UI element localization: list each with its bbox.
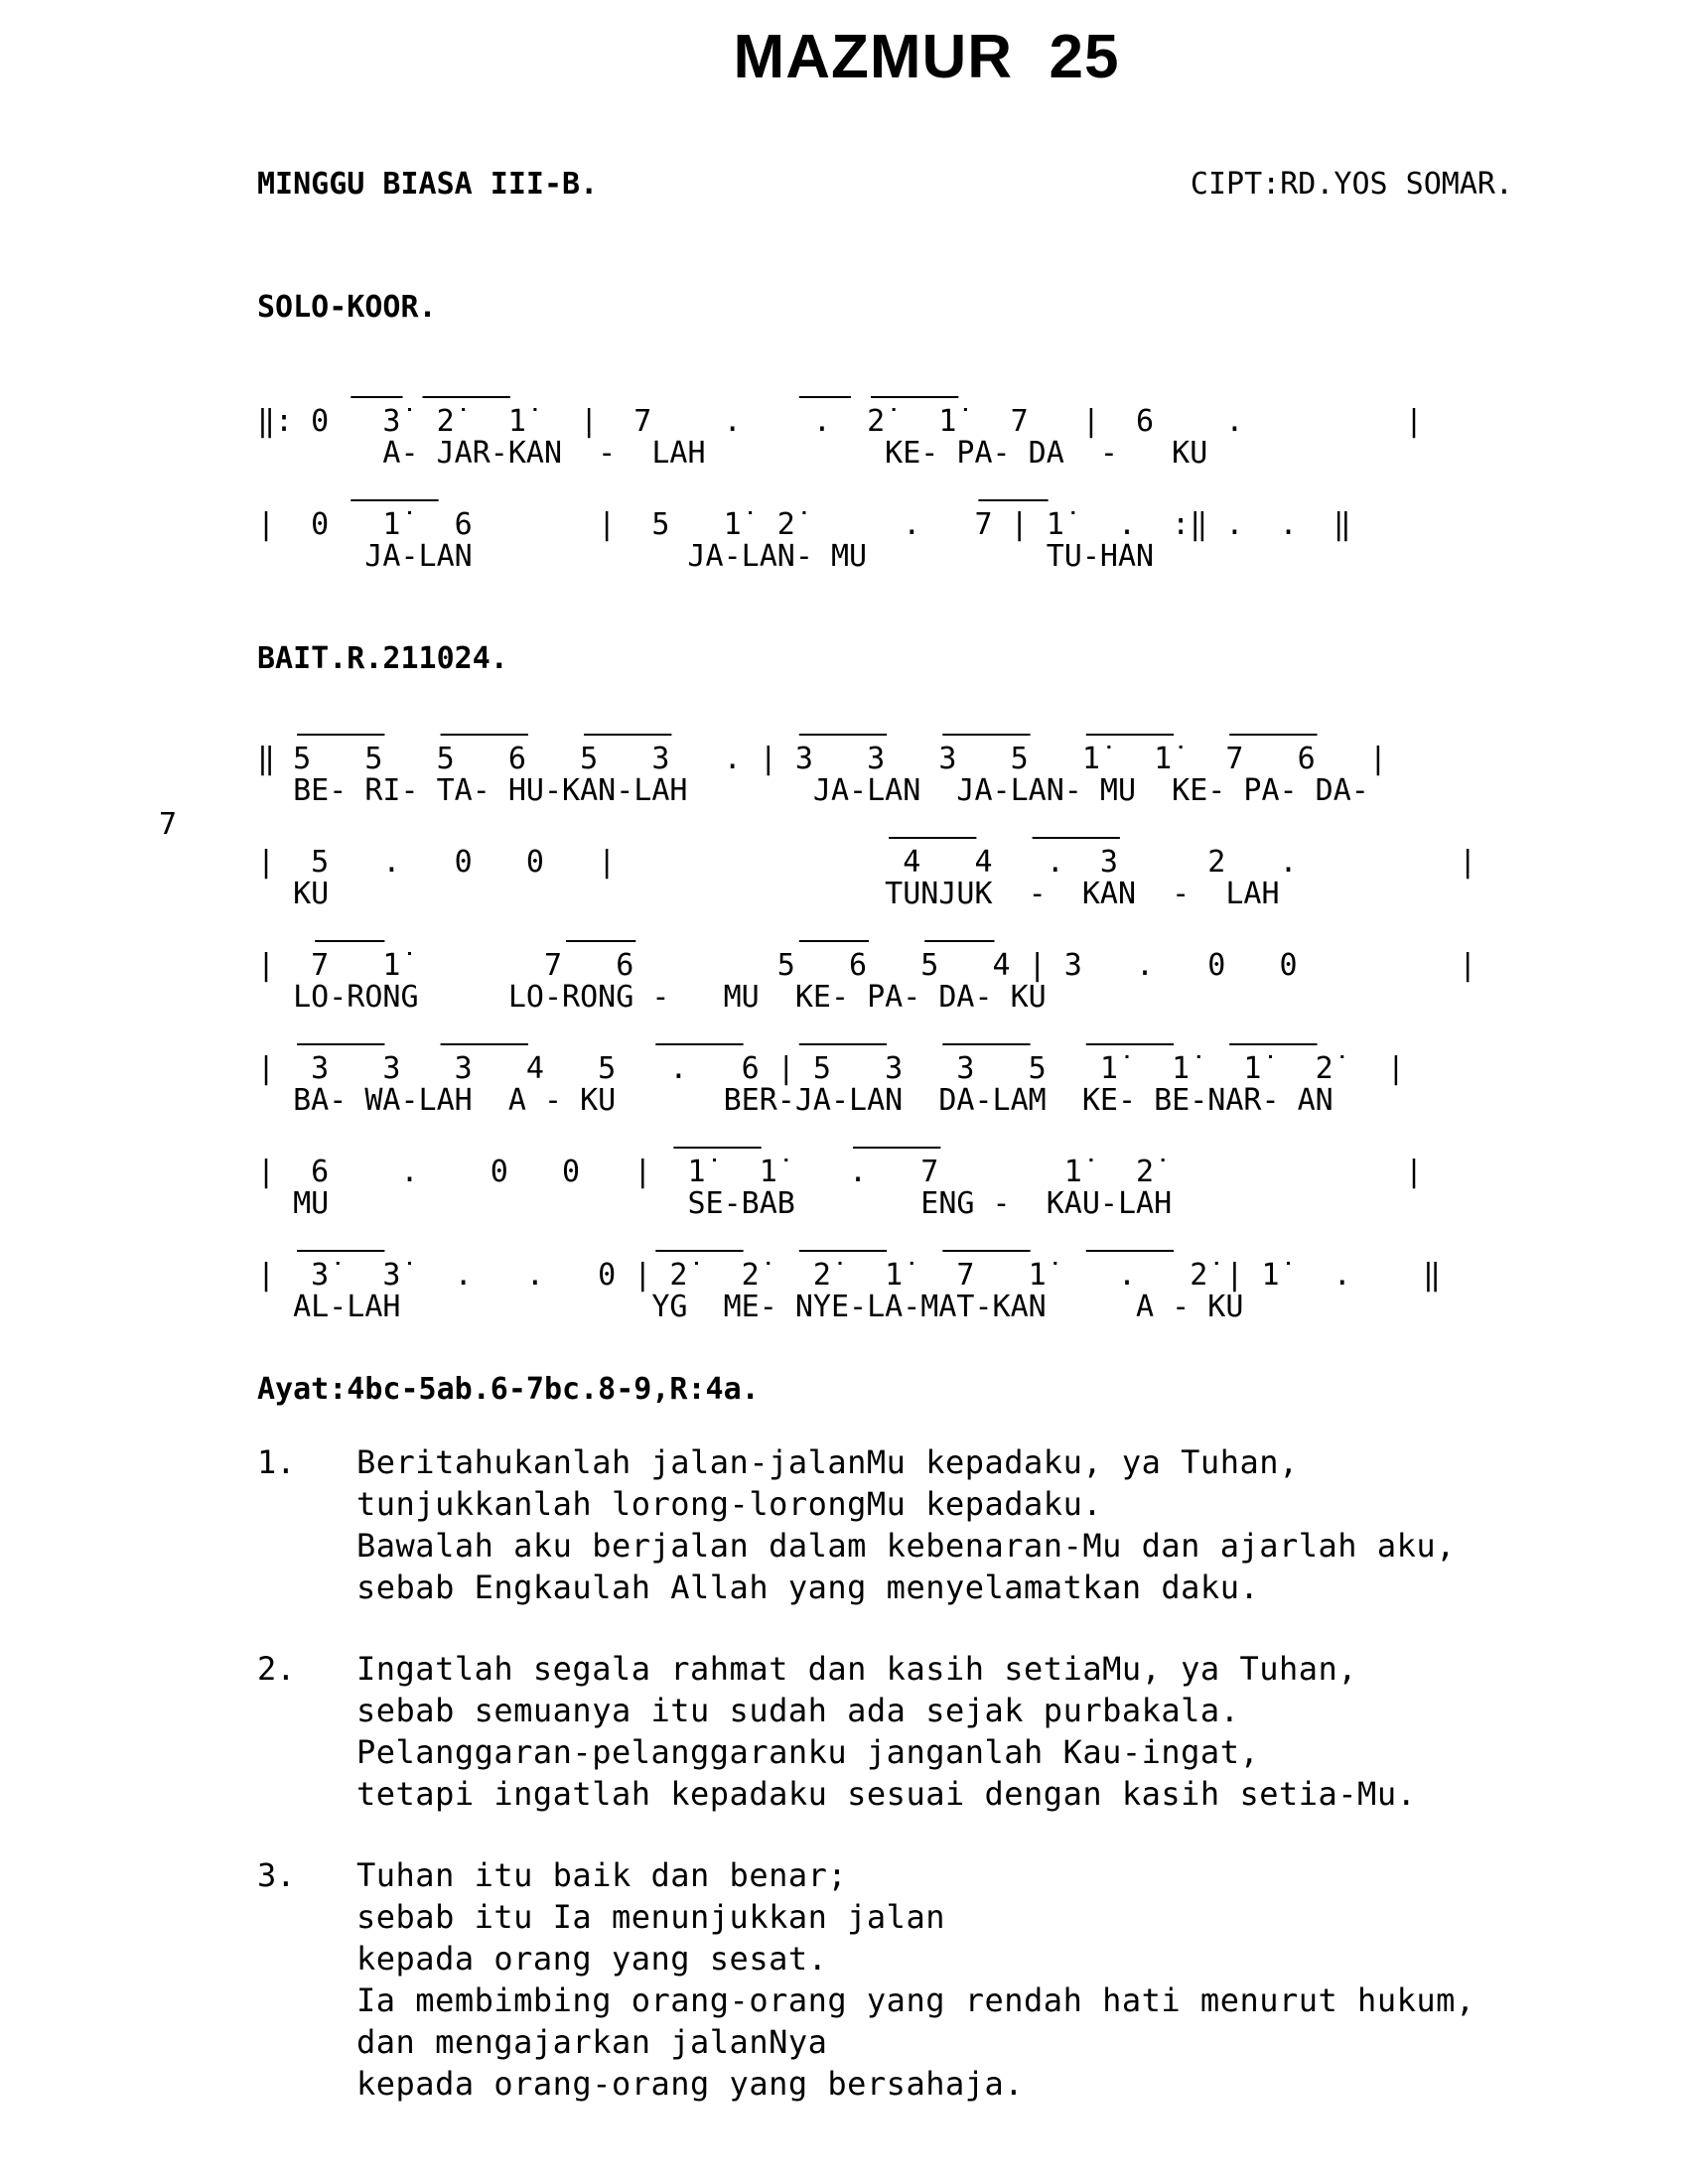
refrain-line-2	[257, 508, 1518, 578]
verse-score-line-2	[257, 846, 1518, 915]
beam-group	[257, 1245, 1518, 1265]
lyrics-line: JA-LAN JA-LAN- MU TU-HAN	[257, 539, 1155, 574]
verse-line: Ia membimbing orang-orang yang rendah hati menurut hukum,	[356, 1981, 1475, 2019]
verse-line: tunjukkanlah lorong-lorongMu kepadaku.	[356, 1485, 1103, 1523]
lyrics-line: BE- RI- TA- HU-KAN-LAH JA-LAN JA-LAN- MU KE- PA- DA-	[257, 773, 1369, 808]
beam-group	[257, 1142, 1518, 1161]
verse-score-line-5	[257, 1156, 1518, 1225]
verse-line: sebab Engkaulah Allah yang menyelamatkan daku.	[356, 1569, 1260, 1606]
verse-number: 3.	[257, 1856, 296, 1894]
lyrics-line: A- JAR-KAN - LAH KE- PA- DA - KU	[257, 436, 1208, 471]
verse-line: sebab semuanya itu sudah ada sejak purbakala.	[356, 1692, 1240, 1729]
lyrics-line: MU SE-BAB ENG - KAU-LAH	[257, 1186, 1173, 1221]
notes-line: ‖ 5 5 5 6 5 3 . | 3 3 3 5 1̇ 1̇ 7 6 |	[257, 742, 1387, 776]
notes-line: | 6 . 0 0 | 1̇ 1̇ . 7 1̇ 2̇ |	[257, 1155, 1423, 1189]
beam-group	[257, 935, 1518, 955]
lyrics-line: AL-LAH YG ME- NYE-LA-MAT-KAN A - KU	[257, 1290, 1244, 1324]
lyrics-line: BA- WA-LAH A - KU BER-JA-LAN DA-LAM KE- BE-NAR- AN	[257, 1083, 1333, 1118]
verse-2	[257, 1648, 1548, 1815]
verses	[257, 1441, 1548, 2144]
section-solo-koor: SOLO-KOOR.	[257, 290, 437, 325]
verse-3	[257, 1854, 1548, 2105]
beam-group	[257, 1038, 1518, 1058]
verse-score-line-4	[257, 1052, 1518, 1122]
page-number: 7	[159, 807, 178, 842]
verse-line: Bawalah aku berjalan dalam kebenaran-Mu dan ajarlah aku,	[356, 1527, 1456, 1565]
notes-line: ‖: 0 3̇ 2̇ 1̇ | 7 . . 2̇ 1̇ 7 | 6 . |	[257, 404, 1423, 439]
ayat-reference: Ayat:4bc-5ab.6-7bc.8-9,R:4a.	[257, 1372, 760, 1407]
verse-line: Tuhan itu baik dan benar;	[356, 1856, 848, 1894]
verse-number: 1.	[257, 1443, 296, 1481]
verse-score-line-3	[257, 949, 1518, 1019]
verse-score-line-1	[257, 743, 1518, 812]
verse-number: 2.	[257, 1650, 296, 1688]
verse-line: Beritahukanlah jalan-jalanMu kepadaku, ya Tuhan,	[356, 1443, 1299, 1481]
page-title: MAZMUR 25	[733, 23, 1120, 91]
notes-line: | 3 3 3 4 5 . 6 | 5 3 3 5 1̇ 1̇ 1̇ 2̇ |	[257, 1051, 1405, 1086]
verse-line: Ingatlah segala rahmat dan kasih setiaMu, ya Tuhan,	[356, 1650, 1358, 1688]
beam-group	[257, 729, 1518, 749]
notes-line: | 7 1̇ 7 6 5 6 5 4 | 3 . 0 0 |	[257, 948, 1477, 983]
notes-line: | 0 1̇ 6 | 5 1̇ 2̇ . 7 | 1̇ . :‖ . . ‖	[257, 507, 1351, 542]
verse-line: Pelanggaran-pelanggaranku janganlah Kau-ingat,	[356, 1733, 1260, 1771]
occasion-label: MINGGU BIASA III-B.	[257, 167, 599, 202]
verse-line: tetapi ingatlah kepadaku sesuai dengan kasih setia-Mu.	[356, 1775, 1417, 1813]
beam-group	[257, 494, 1518, 514]
composer-credit: CIPT:RD.YOS SOMAR.	[1190, 167, 1513, 202]
verse-line: kepada orang yang sesat.	[356, 1940, 828, 1978]
beam-group	[257, 391, 1518, 411]
verse-score-line-6	[257, 1259, 1518, 1328]
lyrics-line: LO-RONG LO-RONG - MU KE- PA- DA- KU	[257, 980, 1047, 1015]
lyrics-line: KU TUNJUK - KAN - LAH	[257, 877, 1280, 911]
verse-line: kepada orang-orang yang bersahaja.	[356, 2065, 1025, 2103]
refrain-line-1	[257, 405, 1518, 475]
verse-1	[257, 1441, 1548, 1608]
section-bait: BAIT.R.211024.	[257, 641, 508, 676]
notes-line: | 5 . 0 0 | 4 4 . 3 2 . |	[257, 845, 1477, 880]
beam-group	[257, 832, 1518, 852]
verse-line: sebab itu Ia menunjukkan jalan	[356, 1898, 945, 1936]
notes-line: | 3̇ 3̇ . . 0 | 2̇ 2̇ 2̇ 1̇ 7 1̇ . 2̇ | 1̇ . ‖	[257, 1258, 1442, 1293]
verse-line: dan mengajarkan jalanNya	[356, 2023, 828, 2061]
